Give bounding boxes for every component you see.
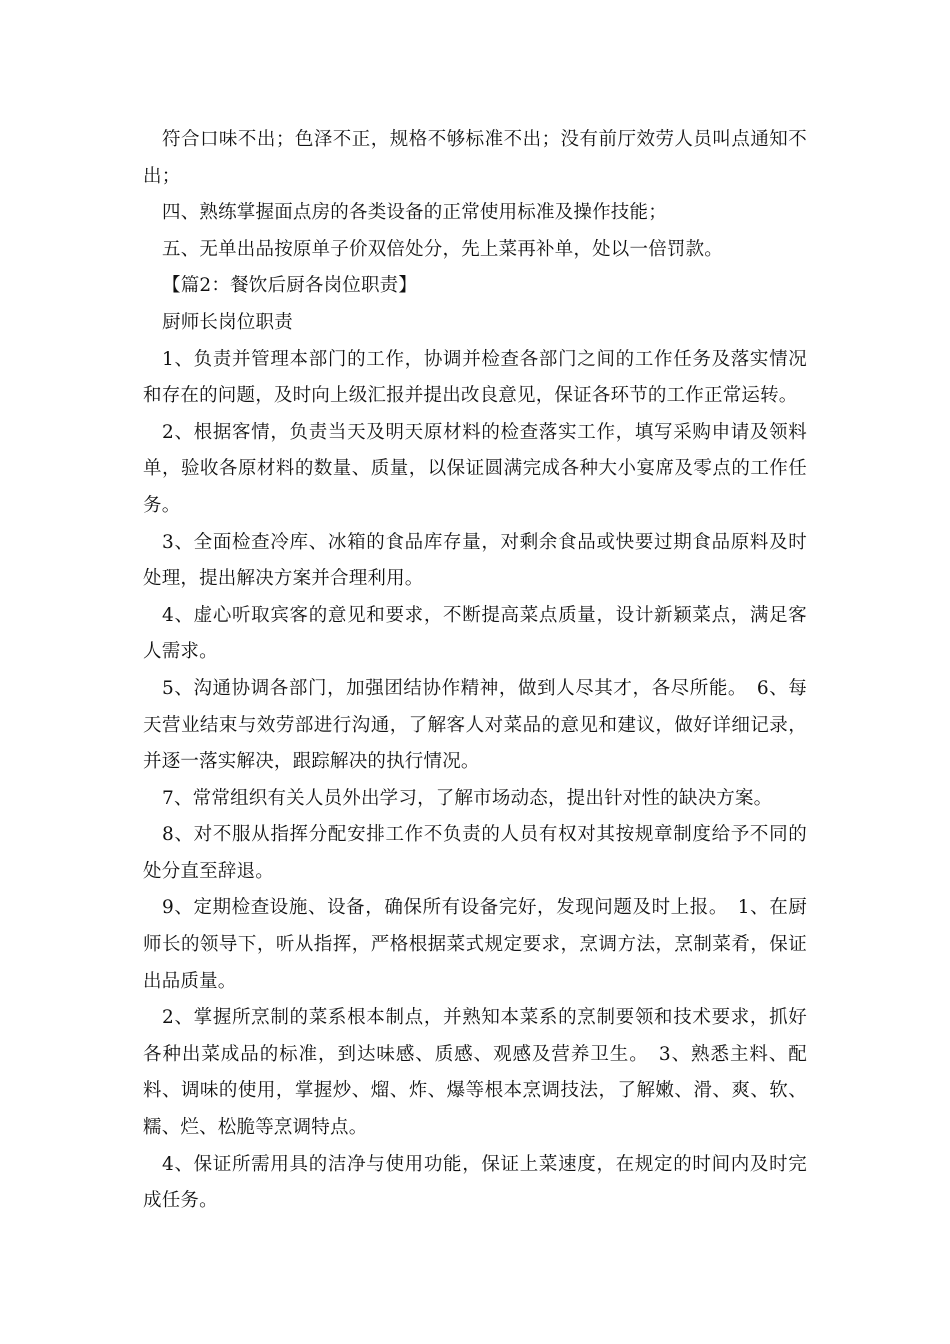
paragraph-cook-4: 4、保证所需用具的洁净与使用功能，保证上菜速度，在规定的时间内及时完成任务。 bbox=[143, 1153, 807, 1212]
paragraph-duty-9: 9、定期检查设施、设备，确保所有设备完好，发现问题及时上报。 1、在厨师长的领导下，听从指挥，严格根据菜式规定要求，烹调方法，烹制菜肴，保证出品质量。 bbox=[143, 897, 807, 992]
paragraph-duty-4: 4、虚心听取宾客的意见和要求，不断提高菜点质量，设计新颖菜点，满足客人需求。 bbox=[143, 604, 807, 663]
section-heading: 【篇2：餐饮后厨各岗位职责】 bbox=[162, 275, 418, 297]
paragraph-duty-3: 3、全面检查冷库、冰箱的食品库存量，对剩余食品或快要过期食品原料及时处理，提出解决方案并合理利用。 bbox=[143, 531, 807, 590]
paragraph-cook-2-3: 2、掌握所烹制的菜系根本制点，并熟知本菜系的烹制要领和技术要求，抓好各种出菜成品的标准，到达味感、质感、观感及营养卫生。 3、熟悉主料、配料、调味的使用，掌握炒、熘、炸、爆等根本烹调技法，了解嫩、滑、爽、软、糯、烂、松脆等烹调特点。 bbox=[143, 1007, 807, 1139]
paragraph-duty-5-6: 5、沟通协调各部门，加强团结协作精神，做到人尽其才，各尽所能。 6、每天营业结束与效劳部进行沟通，了解客人对菜品的意见和建议，做好详细记录，并逐一落实解决，跟踪解决的执行情况。 bbox=[143, 677, 807, 773]
paragraph-duty-2: 2、根据客情，负责当天及明天原材料的检查落实工作，填写采购申请及领料单，验收各原材料的数量、质量，以保证圆满完成各种大小宴席及零点的工作任务。 bbox=[143, 421, 807, 516]
document-body bbox=[143, 122, 807, 1220]
paragraph-duty-1: 1、负责并管理本部门的工作，协调并检查各部门之间的工作任务及落实情况和存在的问题，及时向上级汇报并提出改良意见，保证各环节的工作正常运转。 bbox=[143, 348, 807, 407]
paragraph-continuation: 符合口味不出；色泽不正，规格不够标准不出；没有前厅效劳人员叫点通知不出； bbox=[143, 129, 807, 187]
paragraph-duty-7: 7、常常组织有关人员外出学习，了解市场动态，提出针对性的缺决方案。 bbox=[162, 787, 773, 809]
paragraph-item-5: 五、无单出品按原单子价双倍处分，先上菜再补单，处以一倍罚款。 bbox=[162, 238, 724, 260]
subsection-title: 厨师长岗位职责 bbox=[162, 311, 293, 333]
paragraph-item-4: 四、熟练掌握面点房的各类设备的正常使用标准及操作技能； bbox=[162, 202, 667, 224]
paragraph-duty-8: 8、对不服从指挥分配安排工作不负责的人员有权对其按规章制度给予不同的处分直至辞退。 bbox=[143, 824, 807, 882]
